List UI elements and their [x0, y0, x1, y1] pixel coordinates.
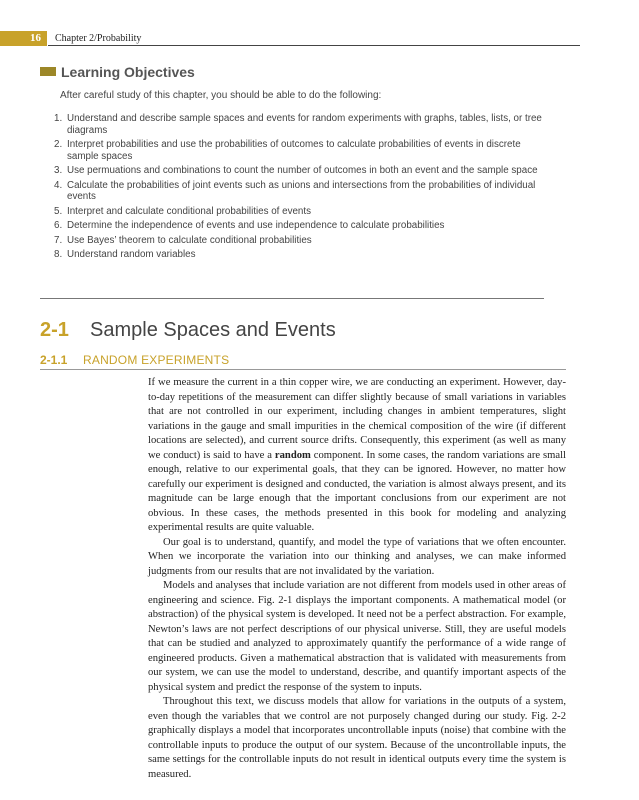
paragraph-3: Models and analyses that include variation are not different from models used in other areas of engineering and science. Fig. 2-1 displays the important components. A mathematical model (or abstraction) of the physical system is developed. It need not be a perfect abstraction. For example, Newton’s laws are not perfect descriptions of our physical universe. Still, they are useful models that can be studied and analyzed to approximately quantify the performance of a wide range of engineered products. Given a mathematical abstraction that is validated with measurements from our system, we can use the model to understand, describe, and quantify important aspects of the physical system and predict the response of the system to inputs. — [148, 580, 566, 693]
list-item — [54, 139, 554, 162]
list-item-number: 3. — [54, 165, 63, 176]
list-item-number: 8. — [54, 249, 63, 260]
page-number-tab — [0, 31, 47, 46]
list-item-number: 2. — [54, 139, 63, 150]
list-item — [54, 235, 554, 247]
subsection-number: 2-1.1 — [40, 353, 68, 367]
list-item-number: 1. — [54, 113, 63, 124]
list-item — [54, 113, 554, 136]
list-item-text: Use Bayes’ theorem to calculate conditional probabilities — [67, 234, 312, 246]
header-divider — [48, 45, 580, 46]
list-item-text: Interpret probabilities and use the probabilities of outcomes to calculate probabilities of events in discrete sample spaces — [67, 139, 521, 162]
list-item-text: Use permuations and combinations to count the number of outcomes in both an event and the sample space — [67, 165, 538, 176]
list-item-text: Calculate the probabilities of joint events such as unions and intersections from the probabilities of individual events — [67, 179, 536, 202]
section-marker-square-icon — [40, 67, 56, 76]
section-title: Sample Spaces and Events — [90, 319, 336, 341]
paragraph-1-part-2: component. In some cases, the random variations are small enough, relative to our experimental goals, that they can be ignored. However, no matter how carefully our experiment is designed and conducted, the variation is almost always present, and its magnitude can be large enough that the important conclusions from our experiment are not obvious. In these cases, the methods presented in this book for modeling and analyzing experimental results are quite valuable. — [148, 449, 566, 533]
body-text — [148, 376, 566, 782]
bold-term-random: random — [274, 449, 311, 461]
learning-objectives-title: Learning Objectives — [61, 64, 195, 80]
running-header: Chapter 2/Probability — [55, 33, 142, 44]
list-item-number: 4. — [54, 179, 63, 191]
subsection-divider — [40, 369, 566, 370]
list-item-number: 5. — [54, 205, 63, 217]
paragraph-1-part-1: If we measure the current in a thin copper wire, we are conducting an experiment. However, day-to-day repetitions of the measurement can differ slightly because of small variations in variables that are not controlled in our experiment, including changes in ambient temperatures, slight variations in the gauge and small impurities in the chemical composition of the wire (if different locations are selected), and current source drifts. Consequently, this experiment (as well as many we conduct) is said to have a — [148, 377, 566, 461]
paragraph-4: Throughout this text, we discuss models that allow for variations in the outputs of a system, even though the variables that we control are not purposely changed during our study. Fig. 2-2 graphically displays a model that incorporates uncontrollable inputs (noise) that combine with the controllable inputs to produce the output of our system. Because of the uncontrollable inputs, the same settings for the controllable inputs do not result in identical outputs every time the system is measured. — [148, 696, 566, 780]
subsection-title: RANDOM EXPERIMENTS — [83, 353, 230, 367]
objectives-divider — [40, 298, 544, 299]
learning-objectives-list — [54, 113, 554, 264]
learning-objectives-intro: After careful study of this chapter, you should be able to do the following: — [60, 90, 382, 101]
paragraph-2: Our goal is to understand, quantify, and model the type of variations that we often encounter. When we incorporate the variation into our thinking and analyses, we can make informed judgments from our results that are not invalidated by the variation. — [148, 536, 566, 577]
paragraph-1 — [148, 376, 566, 536]
list-item — [54, 165, 554, 177]
list-item — [54, 249, 554, 261]
list-item — [54, 180, 554, 203]
list-item-text: Understand and describe sample spaces and events for random experiments with graphs, tables, lists, or tree diagrams — [67, 113, 542, 136]
list-item-text: Determine the independence of events and use independence to calculate probabilities — [67, 220, 445, 231]
list-item-number: 7. — [54, 234, 63, 246]
list-item-number: 6. — [54, 220, 63, 231]
list-item — [54, 206, 554, 218]
page-number: 16 — [30, 32, 41, 44]
list-item — [54, 220, 554, 232]
list-item-text: Interpret and calculate conditional probabilities of events — [67, 205, 311, 217]
section-number: 2-1 — [40, 319, 69, 341]
list-item-text: Understand random variables — [67, 249, 196, 260]
